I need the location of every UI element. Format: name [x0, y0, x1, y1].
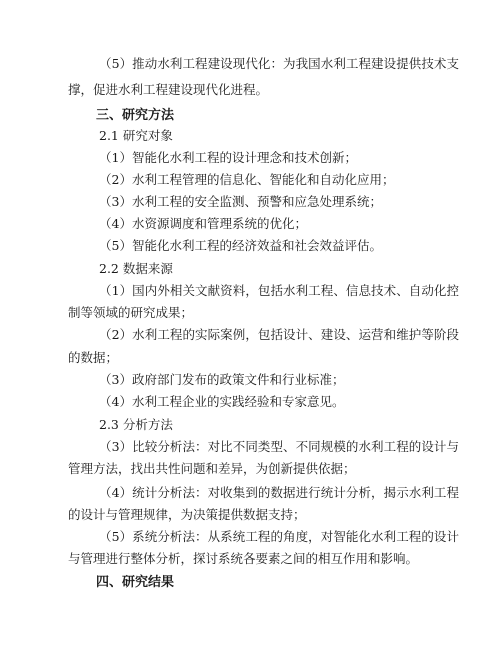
- list-item: （2）水利工程管理的信息化、智能化和自动化应用；: [99, 172, 395, 187]
- list-item: （3）政府部门发布的政策文件和行业标准；: [99, 372, 345, 387]
- section-heading: 三、研究方法: [96, 108, 175, 123]
- list-item: （1）国内外相关文献资料，包括水利工程、信息技术、自动化控: [99, 283, 459, 298]
- list-item: （5）智能化水利工程的经济效益和社会效益评估。: [99, 238, 382, 253]
- list-item-continuation: 的数据；: [68, 350, 119, 365]
- list-item: （2）水利工程的实际案例，包括设计、建设、运营和维护等阶段: [99, 327, 459, 342]
- paragraph-line: 撑，促进水利工程建设现代化进程。: [68, 82, 269, 97]
- subsection-heading: 2.3 分析方法: [99, 417, 173, 432]
- list-item: （3）比较分析法：对比不同类型、不同规模的水利工程的设计与: [99, 439, 459, 454]
- list-item: （1）智能化水利工程的设计理念和技术创新；: [99, 150, 357, 165]
- section-heading: 四、研究结果: [96, 575, 175, 590]
- list-item: （5）系统分析法：从系统工程的角度，对智能化水利工程的设计: [99, 529, 459, 544]
- subsection-heading: 2.2 数据来源: [99, 261, 173, 276]
- list-item-continuation: 与管理进行整体分析，探讨系统各要素之间的相互作用和影响。: [68, 551, 419, 566]
- list-item-continuation: 的设计与管理规律，为决策提供数据支持；: [68, 507, 306, 522]
- list-item: （4）水利工程企业的实践经验和专家意见。: [99, 394, 345, 409]
- list-item-continuation: 管理方法，找出共性问题和差异，为创新提供依据；: [68, 461, 356, 476]
- subsection-heading: 2.1 研究对象: [99, 128, 173, 143]
- paragraph-line: （5）推动水利工程建设现代化：为我国水利工程建设提供技术支: [99, 56, 459, 71]
- list-item: （4）统计分析法：对收集到的数据进行统计分析，揭示水利工程: [99, 485, 459, 500]
- list-item-continuation: 制等领域的研究成果；: [68, 305, 194, 320]
- list-item: （4）水资源调度和管理系统的优化；: [99, 216, 307, 231]
- list-item: （3）水利工程的安全监测、预警和应急处理系统；: [99, 194, 382, 209]
